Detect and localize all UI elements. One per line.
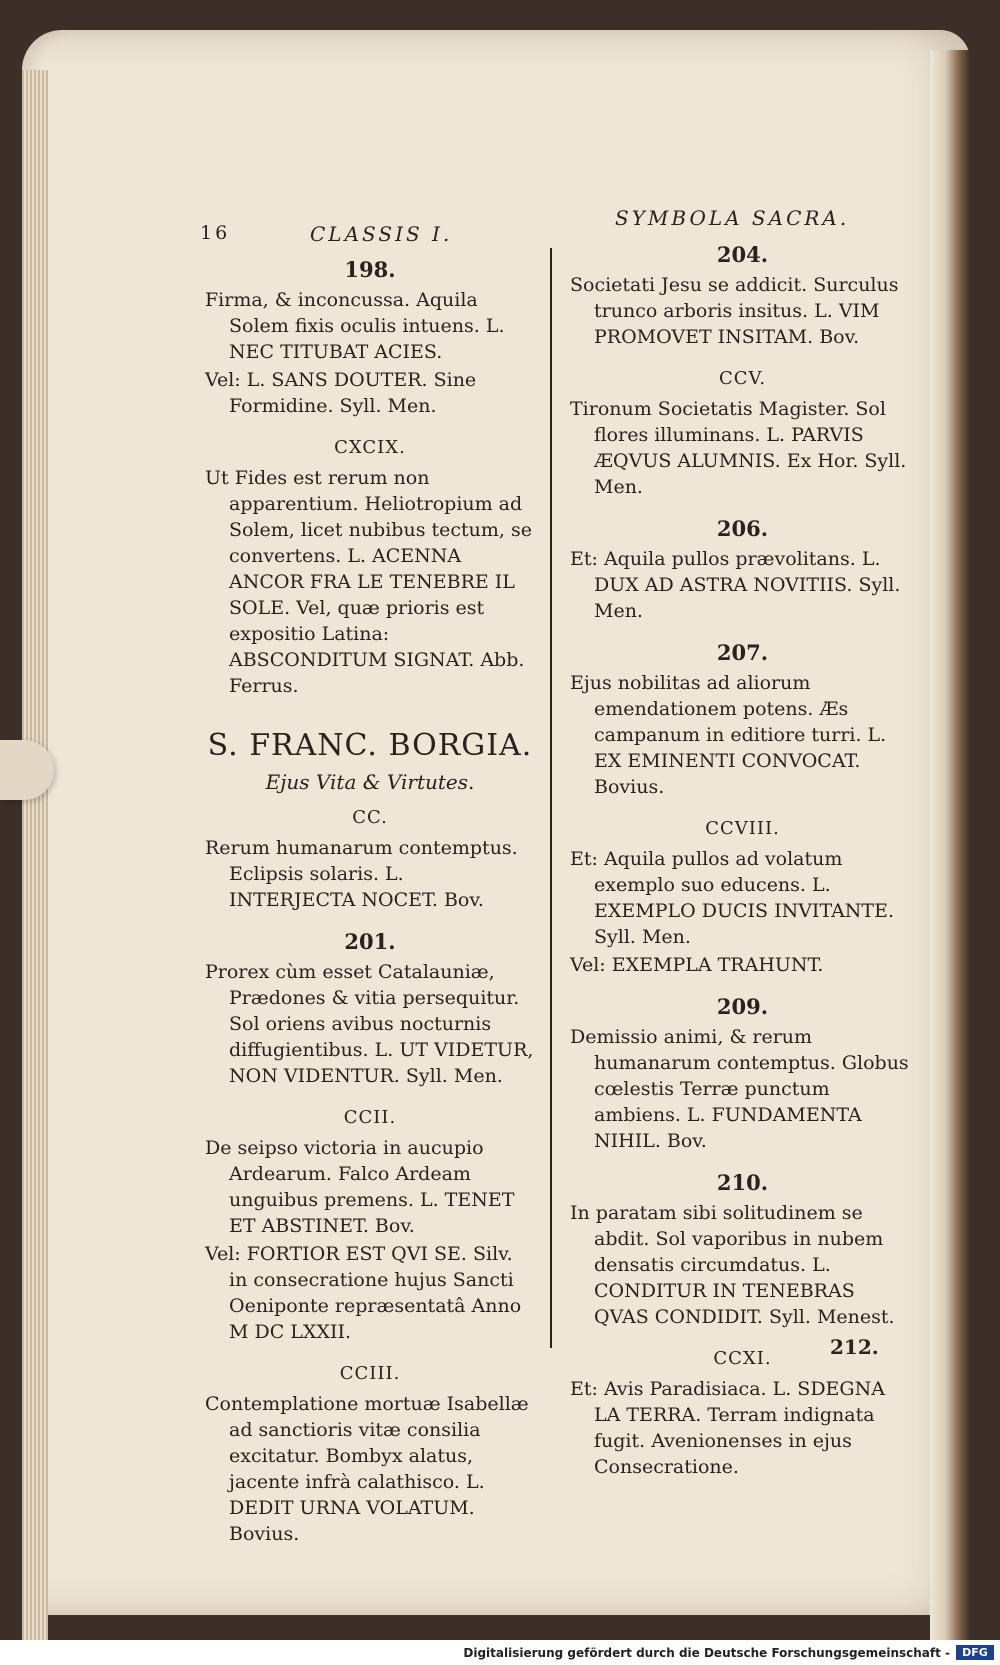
column-divider — [550, 248, 552, 1348]
left-column — [205, 255, 535, 1563]
entry-text: Tironum Societatis Magister. Sol flores illuminans. L. PARVIS ÆQVUS ALUMNIS. Ex Hor. Syll. Men. — [570, 398, 907, 498]
entry-number: CCVIII. — [705, 818, 780, 839]
entry-text: Demissio animi, & rerum humanarum contemptus. Globus cœlestis Terræ punctum ambiens. L. FUNDAMENTA NIHIL. Bov. — [570, 1026, 909, 1152]
entry-number: 206. — [716, 516, 769, 541]
entry-number: CCV. — [718, 368, 767, 389]
entry-text: Rerum humanarum contemptus. Eclipsis solaris. L. INTERJECTA NOCET. Bov. — [205, 837, 518, 911]
entry-variant: Vel: L. SANS DOUTER. Sine Formidine. Syll. Men. — [205, 369, 477, 417]
emblem-entry — [570, 1346, 915, 1480]
entry-text: Ejus nobilitas ad aliorum emendationem potens. Æs campanum in editiore turri. L. EX EMINENTI CONVOCAT. Bovius. — [570, 672, 887, 798]
emblem-entry — [205, 435, 535, 699]
entry-text: Et: Avis Paradisiaca. L. SDEGNA LA TERRA. Terram indignata fugit. Avenionenses in ejus Consecratione. — [570, 1378, 885, 1478]
page-number: 16 — [200, 222, 231, 244]
entry-text: In paratam sibi solitudinem se abdit. Sol vaporibus in nubem densatis circumdatus. L. CONDITUR IN TENEBRAS QVAS CONDIDIT. Syll. Menest. — [570, 1202, 895, 1328]
page-edges-right — [930, 50, 970, 1660]
entry-number: CCII. — [343, 1107, 397, 1128]
dfg-logo: DFG — [956, 1645, 994, 1660]
emblem-entry — [570, 816, 915, 978]
emblem-entry — [570, 640, 915, 800]
funding-notice: Digitalisierung gefördert durch die Deutsche Forschungsgemeinschaft - — [463, 1646, 950, 1660]
emblem-entry — [570, 366, 915, 500]
entry-text: Firma, & inconcussa. Aquila Solem fixis oculis intuens. L. NEC TITUBAT ACIES. — [205, 289, 505, 363]
entry-number: CCXI. — [713, 1348, 772, 1369]
left-running-title: CLASSIS I. — [310, 222, 453, 246]
entry-variant: Vel: EXEMPLA TRAHUNT. — [570, 954, 824, 976]
emblem-entry — [205, 1361, 535, 1547]
entry-text: Et: Aquila pullos ad volatum exemplo suo educens. L. EXEMPLO DUCIS INVITANTE. Syll. Men. — [570, 848, 895, 948]
entry-number: 207. — [716, 640, 769, 665]
entry-number: 198. — [344, 257, 396, 282]
emblem-entry — [570, 1170, 915, 1330]
emblem-entry — [205, 257, 535, 419]
entry-number: 210. — [716, 1170, 769, 1195]
entry-number: 204. — [716, 242, 769, 267]
entry-text: Societati Jesu se addicit. Surculus trunco arboris insitus. L. VIM PROMOVET INSITAM. Bov. — [570, 274, 899, 348]
entry-text: Et: Aquila pullos prævolitans. L. DUX AD ASTRA NOVITIIS. Syll. Men. — [570, 548, 901, 622]
entry-text: De seipso victoria in aucupio Ardearum. Falco Ardeam unguibus premens. L. TENET ET ABSTINET. Bov. — [205, 1137, 515, 1237]
entry-number: 201. — [344, 929, 396, 954]
footer-bar — [0, 1640, 1000, 1665]
emblem-entry — [570, 242, 915, 350]
entry-number: CC. — [352, 807, 388, 828]
right-running-title: SYMBOLA SACRA. — [615, 206, 850, 230]
emblem-entry — [205, 1105, 535, 1345]
entry-number: CCIII. — [339, 1363, 401, 1384]
entry-text: Prorex cùm esset Catalauniæ, Prædones & vitia persequitur. Sol oriens avibus nocturnis diffugientibus. L. UT VIDETUR, NON VIDENTUR. Syll. Men. — [205, 961, 534, 1087]
section-subtitle: Ejus Vita & Virtutes. — [265, 770, 475, 794]
catchword: 212. — [830, 1335, 879, 1359]
entry-variant: Vel: FORTIOR EST QVI SE. Silv. in consecratione hujus Sancti Oeniponte repræsentatâ Anno M DC LXXII. — [205, 1243, 522, 1343]
emblem-entry — [570, 516, 915, 624]
page-edges-left — [22, 70, 48, 1650]
emblem-entry — [570, 994, 915, 1154]
entry-number: CXCIX. — [334, 437, 406, 458]
emblem-entry — [205, 929, 535, 1089]
emblem-entry — [205, 805, 535, 913]
right-column — [570, 240, 915, 1496]
entry-text: Contemplatione mortuæ Isabellæ ad sanctioris vitæ consilia excitatur. Bombyx alatus, jacente infrà calathisco. L. DEDIT URNA VOLATUM. Bovius. — [205, 1393, 529, 1545]
entry-number: 209. — [716, 994, 769, 1019]
entry-text: Ut Fides est rerum non apparentium. Heliotropium ad Solem, licet nubibus tectum, se convertens. L. ACENNA ANCOR FRA LE TENEBRE IL SOLE. Vel, quæ prioris est expositio Latina: ABSCONDITUM SIGNAT. Abb. Ferrus. — [205, 467, 532, 697]
section-title: S. FRANC. BORGIA. — [207, 728, 533, 763]
